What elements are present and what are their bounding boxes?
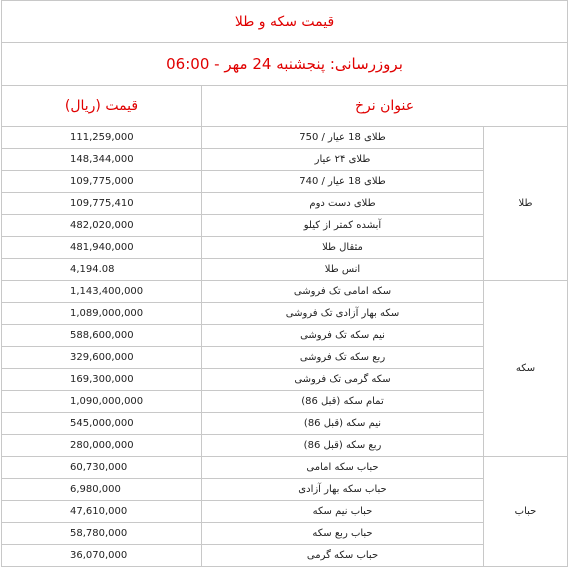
price-cell: 111,259,000	[2, 127, 202, 149]
price-cell: 1,090,000,000	[2, 391, 202, 413]
table-row	[2, 215, 568, 237]
table-row	[2, 325, 568, 347]
update-timestamp: بروزرسانی: پنجشنبه 24 مهر - 06:00	[2, 43, 568, 86]
price-cell: 1,143,400,000	[2, 281, 202, 303]
rate-name-cell: نیم سکه (قبل 86)	[202, 413, 484, 435]
category-cell: حباب	[484, 457, 568, 567]
rate-name-cell: سکه گرمی تک فروشی	[202, 369, 484, 391]
rate-name-cell: مثقال طلا	[202, 237, 484, 259]
price-cell: 109,775,410	[2, 193, 202, 215]
table-row	[2, 435, 568, 457]
table-row	[2, 149, 568, 171]
rate-name-cell: طلای دست دوم	[202, 193, 484, 215]
price-cell: 329,600,000	[2, 347, 202, 369]
rate-name-cell: ربع سکه تک فروشی	[202, 347, 484, 369]
rate-name-cell: حباب ربع سکه	[202, 523, 484, 545]
table-row	[2, 281, 568, 303]
name-column-header: عنوان نرخ	[202, 86, 568, 127]
price-cell: 169,300,000	[2, 369, 202, 391]
table-row	[2, 347, 568, 369]
price-table	[1, 0, 568, 567]
rate-name-cell: طلای 18 عیار / 740	[202, 171, 484, 193]
price-cell: 545,000,000	[2, 413, 202, 435]
rate-name-cell: حباب سکه گرمی	[202, 545, 484, 567]
price-cell: 148,344,000	[2, 149, 202, 171]
table-row	[2, 303, 568, 325]
price-cell: 1,089,000,000	[2, 303, 202, 325]
price-cell: 58,780,000	[2, 523, 202, 545]
rate-name-cell: طلای ۲۴ عیار	[202, 149, 484, 171]
price-cell: 481,940,000	[2, 237, 202, 259]
rate-name-cell: حباب سکه بهار آزادی	[202, 479, 484, 501]
category-cell: سکه	[484, 281, 568, 457]
price-cell: 60,730,000	[2, 457, 202, 479]
price-cell: 109,775,000	[2, 171, 202, 193]
table-row	[2, 479, 568, 501]
table-row	[2, 127, 568, 149]
price-cell: 482,020,000	[2, 215, 202, 237]
rate-name-cell: حباب سکه امامی	[202, 457, 484, 479]
rate-name-cell: نیم سکه تک فروشی	[202, 325, 484, 347]
price-cell: 47,610,000	[2, 501, 202, 523]
table-row	[2, 457, 568, 479]
rate-name-cell: سکه بهار آزادی تک فروشی	[202, 303, 484, 325]
rate-name-cell: انس طلا	[202, 259, 484, 281]
price-column-header: قیمت (ریال)	[2, 86, 202, 127]
rate-name-cell: طلای 18 عیار / 750	[202, 127, 484, 149]
table-row	[2, 369, 568, 391]
price-cell: 280,000,000	[2, 435, 202, 457]
page-title: قیمت سکه و طلا	[2, 1, 568, 43]
price-cell: 4,194.08	[2, 259, 202, 281]
price-cell: 588,600,000	[2, 325, 202, 347]
rate-name-cell: حباب نیم سکه	[202, 501, 484, 523]
rate-name-cell: تمام سکه (قبل 86)	[202, 391, 484, 413]
table-row	[2, 259, 568, 281]
table-row	[2, 391, 568, 413]
price-cell: 36,070,000	[2, 545, 202, 567]
rate-name-cell: آبشده کمتر از کیلو	[202, 215, 484, 237]
rate-name-cell: سکه امامی تک فروشی	[202, 281, 484, 303]
table-row	[2, 413, 568, 435]
rate-name-cell: ربع سکه (قبل 86)	[202, 435, 484, 457]
table-row	[2, 193, 568, 215]
category-cell: طلا	[484, 127, 568, 281]
table-row	[2, 545, 568, 567]
price-cell: 6,980,000	[2, 479, 202, 501]
table-row	[2, 171, 568, 193]
table-row	[2, 237, 568, 259]
table-row	[2, 501, 568, 523]
